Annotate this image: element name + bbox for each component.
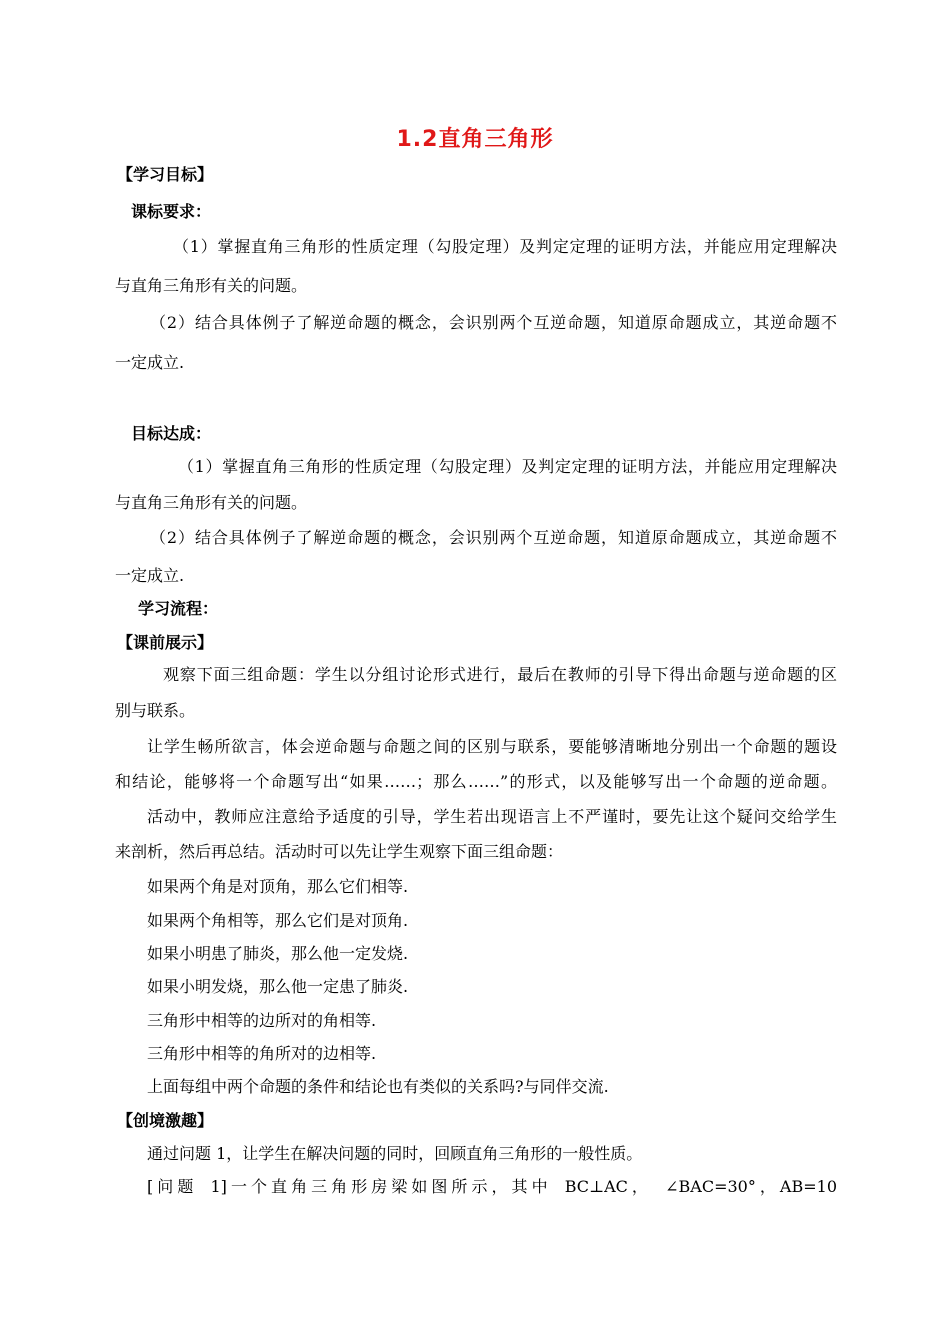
achievement-1-line-2: 与直角三角形有关的问题。 bbox=[115, 493, 308, 512]
proposition-4: 如果小明发烧，那么他一定患了肺炎. bbox=[147, 977, 409, 996]
heading-learning-goals: 【学习目标】 bbox=[117, 165, 214, 184]
requirement-2-line-2: 一定成立. bbox=[115, 353, 185, 372]
achievement-2-line-1: （2）结合具体例子了解逆命题的概念，会识别两个互逆命题，知道原命题成立，其逆命题不 bbox=[150, 528, 837, 547]
subheading-curriculum-requirements: 课标要求： bbox=[131, 202, 212, 221]
subheading-goal-achievement: 目标达成： bbox=[131, 424, 212, 443]
paragraph-2-line-1: 让学生畅所欲言，体会逆命题与命题之间的区别与联系，要能够清晰地分别出一个命题的题设 bbox=[147, 737, 837, 756]
proposition-2: 如果两个角相等，那么它们是对顶角. bbox=[147, 911, 409, 930]
discussion-question: 上面每组中两个命题的条件和结论也有类似的关系吗?与同伴交流. bbox=[147, 1077, 609, 1096]
heading-pre-class-display: 【课前展示】 bbox=[117, 633, 214, 652]
achievement-2-line-2: 一定成立. bbox=[115, 566, 185, 585]
question-intro: 通过问题 1，让学生在解决问题的同时，回顾直角三角形的一般性质。 bbox=[147, 1144, 643, 1163]
paragraph-1-line-2: 别与联系。 bbox=[115, 701, 196, 720]
page-title: 1.2直角三角形 bbox=[396, 127, 554, 152]
subheading-learning-flow: 学习流程： bbox=[138, 599, 219, 618]
proposition-5: 三角形中相等的边所对的角相等. bbox=[147, 1011, 377, 1030]
proposition-1: 如果两个角是对顶角，那么它们相等. bbox=[147, 877, 409, 896]
proposition-3: 如果小明患了肺炎，那么他一定发烧. bbox=[147, 944, 409, 963]
paragraph-3-line-2: 来剖析，然后再总结。活动时可以先让学生观察下面三组命题： bbox=[115, 842, 564, 861]
paragraph-1-line-1: 观察下面三组命题：学生以分组讨论形式进行，最后在教师的引导下得出命题与逆命题的区 bbox=[163, 665, 837, 684]
question-1-text: [问题 1]一个直角三角形房梁如图所示，其中 BC⊥AC， ∠BAC=30°，AB=10 bbox=[147, 1177, 837, 1196]
proposition-6: 三角形中相等的角所对的边相等. bbox=[147, 1044, 377, 1063]
achievement-1-line-1: （1）掌握直角三角形的性质定理（勾股定理）及判定定理的证明方法，并能应用定理解决 bbox=[178, 457, 837, 476]
heading-create-interest: 【创境激趣】 bbox=[117, 1111, 214, 1130]
requirement-1-line-1: （1）掌握直角三角形的性质定理（勾股定理）及判定定理的证明方法，并能应用定理解决 bbox=[173, 237, 837, 256]
requirement-2-line-1: （2）结合具体例子了解逆命题的概念，会识别两个互逆命题，知道原命题成立，其逆命题不 bbox=[150, 313, 837, 332]
requirement-1-line-2: 与直角三角形有关的问题。 bbox=[115, 276, 308, 295]
paragraph-2-line-2: 和结论，能够将一个命题写出“如果……；那么……”的形式，以及能够写出一个命题的逆命题。 bbox=[115, 772, 837, 791]
paragraph-3-line-1: 活动中，教师应注意给予适度的引导，学生若出现语言上不严谨时，要先让这个疑问交给学生 bbox=[147, 807, 837, 826]
